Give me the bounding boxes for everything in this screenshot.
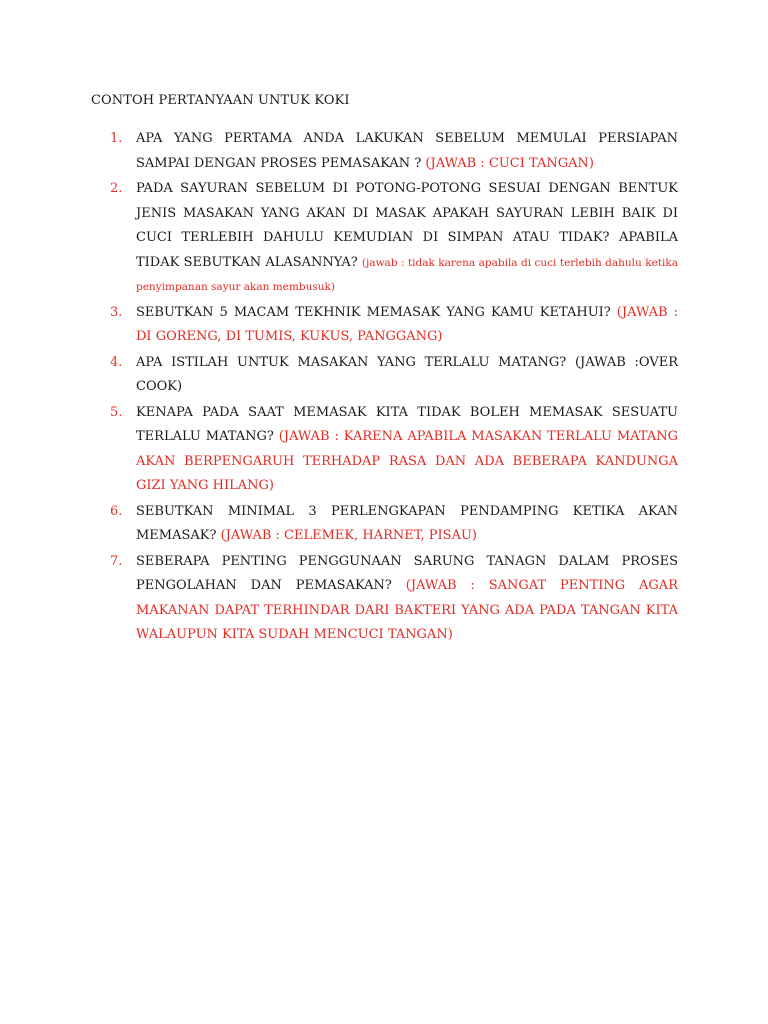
question-number: 6. xyxy=(110,503,123,519)
question-text: SEBUTKAN 5 MACAM TEKHNIK MEMASAK YANG KAMU KETAHUI? xyxy=(136,304,617,320)
question-list xyxy=(110,127,678,649)
answer-text: (jawab : tidak karena apabila di cuci terlebih dahulu ketika penyimpanan sayur akan membusuk) xyxy=(136,256,678,293)
question-number: 1. xyxy=(110,131,123,146)
answer-text: (JAWAB : SANGAT PENTING AGAR MAKANAN DAPAT TERHINDAR DARI BAKTERI YANG ADA PADA TANGAN KITA WALAUPUN KITA SUDAH MENCUCI TANGAN) xyxy=(136,578,678,642)
question-item-1 xyxy=(110,127,678,176)
question-number: 5. xyxy=(110,404,123,420)
question-item-7 xyxy=(110,550,678,648)
question-number: 7. xyxy=(110,553,123,569)
question-number: 4. xyxy=(110,354,123,370)
question-text: APA ISTILAH UNTUK MASAKAN YANG TERLALU MATANG? (JAWAB :OVER COOK) xyxy=(136,354,678,394)
question-text: APA YANG PERTAMA ANDA LAKUKAN SEBELUM MEMULAI PERSIAPAN SAMPAI DENGAN PROSES PEMASAKAN ? xyxy=(136,131,678,171)
answer-text: (JAWAB : DI GORENG, DI TUMIS, KUKUS, PANGGANG) xyxy=(136,304,679,344)
question-number: 3. xyxy=(110,304,123,320)
question-text: SEBERAPA PENTING PENGGUNAAN SARUNG TANAGN DALAM PROSES PENGOLAHAN DAN PEMASAKAN? xyxy=(136,553,678,593)
answer-text: (JAWAB : CELEMEK, HARNET, PISAU) xyxy=(220,528,477,543)
question-item-6 xyxy=(110,500,678,549)
question-text: KENAPA PADA SAAT MEMASAK KITA TIDAK BOLEH MEMASAK SESUATU TERLALU MATANG? xyxy=(136,404,678,444)
question-text: SEBUTKAN MINIMAL 3 PERLENGKAPAN PENDAMPING KETIKA AKAN MEMASAK? xyxy=(136,503,678,543)
question-item-4 xyxy=(110,351,678,400)
answer-text: (JAWAB : KARENA APABILA MASAKAN TERLALU MATANG AKAN BERPENGARUH TERHADAP RASA DAN ADA BEBERAPA KANDUNGA GIZI YANG HILANG) xyxy=(136,429,679,493)
document-title: CONTOH PERTANYAAN UNTUK KOKI xyxy=(91,93,350,108)
question-item-2 xyxy=(110,177,678,300)
question-item-3 xyxy=(110,301,678,350)
question-item-5 xyxy=(110,401,678,499)
answer-text: (JAWAB : CUCI TANGAN) xyxy=(425,155,594,171)
question-number: 2. xyxy=(110,181,123,196)
question-text: PADA SAYURAN SEBELUM DI POTONG-POTONG SESUAI DENGAN BENTUK JENIS MASAKAN YANG AKAN DI MASAK APAKAH SAYURAN LEBIH BAIK DI CUCI TERLEBIH DAHULU KEMUDIAN DI SIMPAN ATAU TIDAK? APABILA TIDAK SEBUTKAN ALASANNYA? xyxy=(136,181,678,270)
